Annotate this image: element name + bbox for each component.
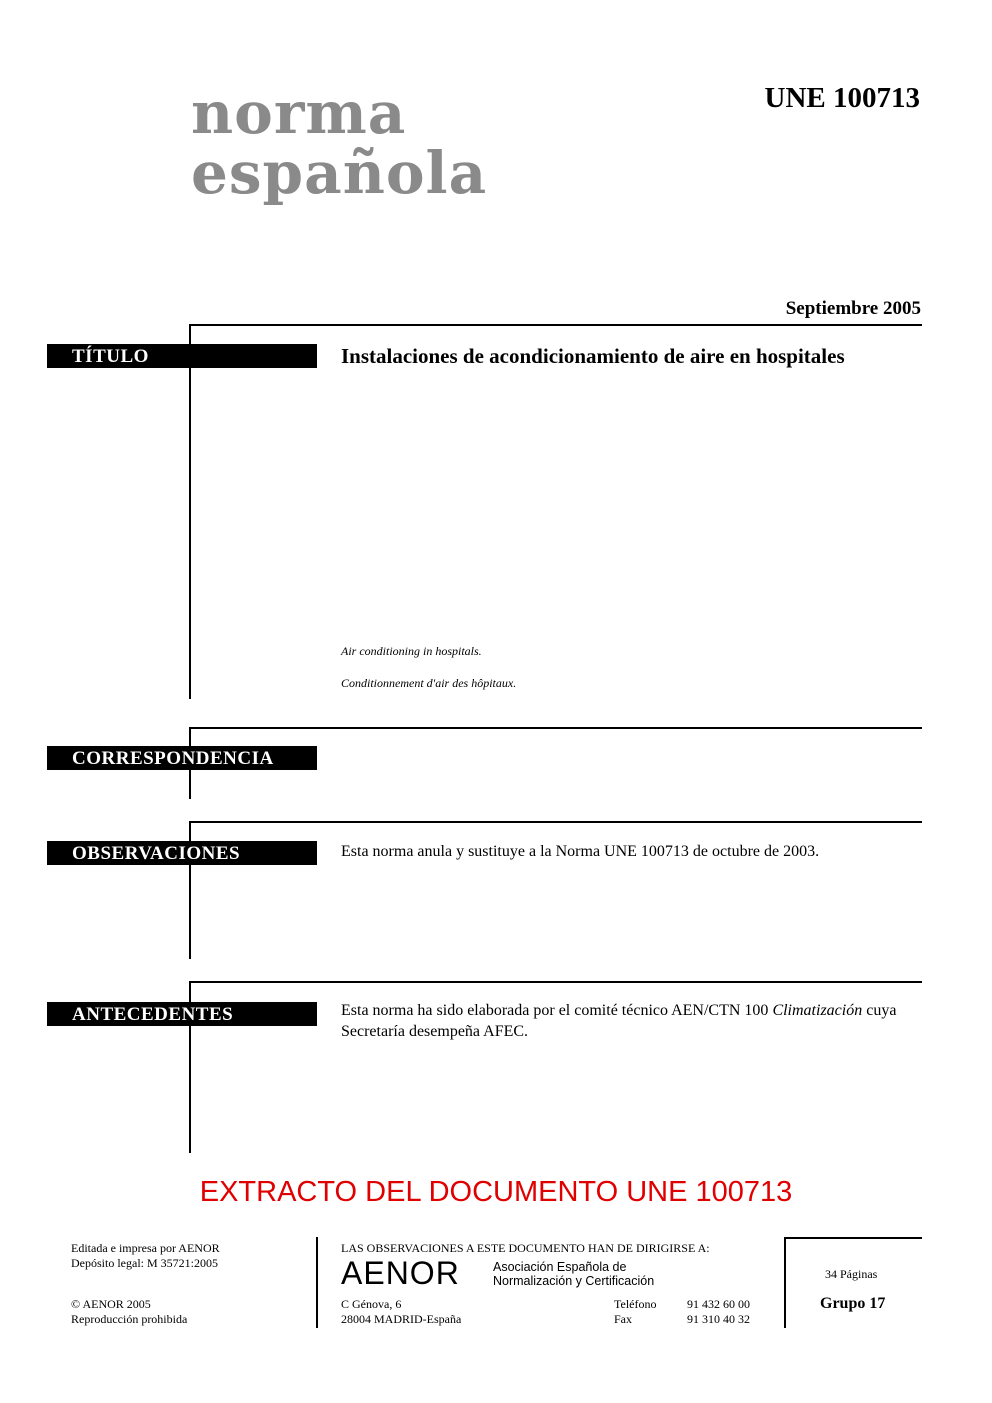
footer-observations-heading: LAS OBSERVACIONES A ESTE DOCUMENTO HAN DE DIRIGIRSE A:: [341, 1241, 710, 1255]
antecedentes-top-rule: [189, 981, 922, 983]
antecedentes-label: ANTECEDENTES: [47, 1002, 317, 1026]
correspondencia-label: CORRESPONDENCIA: [47, 746, 317, 770]
observaciones-text: Esta norma anula y sustituye a la Norma UNE 100713 de octubre de 2003.: [341, 843, 820, 860]
footer-box-left-rule: [784, 1237, 786, 1328]
aenor-full-name: [493, 1260, 654, 1288]
antecedentes-text-start: Esta norma ha sido elaborada por el comité técnico AEN/CTN 100: [341, 1002, 773, 1019]
titulo-label: TÍTULO: [47, 344, 317, 368]
correspondencia-top-rule: [189, 727, 922, 729]
observaciones-top-rule: [189, 821, 922, 823]
english-title: Air conditioning in hospitals.: [341, 644, 482, 658]
footer-reproduction: Reproducción prohibida: [71, 1312, 188, 1326]
aenor-name-line1: Asociación Española de: [493, 1260, 627, 1274]
titulo-top-rule: [189, 324, 922, 326]
footer-address-city: 28004 MADRID-España: [341, 1312, 462, 1326]
antecedentes-text: [341, 1000, 926, 1042]
brand-line-norma: norma: [191, 79, 407, 147]
brand-line-espanola: española: [191, 139, 488, 207]
aenor-logo: AENOR: [341, 1255, 460, 1291]
publication-date: Septiembre 2005: [785, 298, 921, 319]
french-title: Conditionnement d'air des hôpitaux.: [341, 676, 517, 690]
footer-divider-left: [316, 1237, 318, 1328]
extract-watermark: EXTRACTO DEL DOCUMENTO UNE 100713: [199, 1176, 793, 1208]
footer-box-top-rule: [784, 1237, 922, 1239]
footer-phone-label: Teléfono: [614, 1297, 657, 1311]
footer-group: Grupo 17: [820, 1295, 886, 1312]
document-number: UNE 100713: [764, 82, 920, 114]
footer-copyright: © AENOR 2005: [71, 1297, 151, 1311]
footer-fax-label: Fax: [614, 1312, 632, 1326]
observaciones-label: OBSERVACIONES: [47, 841, 317, 865]
aenor-name-line2: Normalización y Certificación: [493, 1274, 655, 1288]
antecedentes-text-end: cuya Secretaría desempeña AFEC.: [341, 1002, 897, 1040]
footer-pages: 34 Páginas: [825, 1267, 878, 1281]
footer-address-street: C Génova, 6: [341, 1297, 402, 1311]
footer-edited: Editada e impresa por AENOR: [71, 1241, 220, 1255]
document-title: Instalaciones de acondicionamiento de aire en hospitales: [341, 344, 845, 368]
titulo-left-rule: [189, 324, 191, 699]
committee-name: Climatización: [772, 1002, 863, 1019]
footer-fax: 91 310 40 32: [687, 1312, 750, 1326]
footer-deposit: Depósito legal: M 35721:2005: [71, 1256, 218, 1270]
footer-phone: 91 432 60 00: [687, 1297, 750, 1311]
